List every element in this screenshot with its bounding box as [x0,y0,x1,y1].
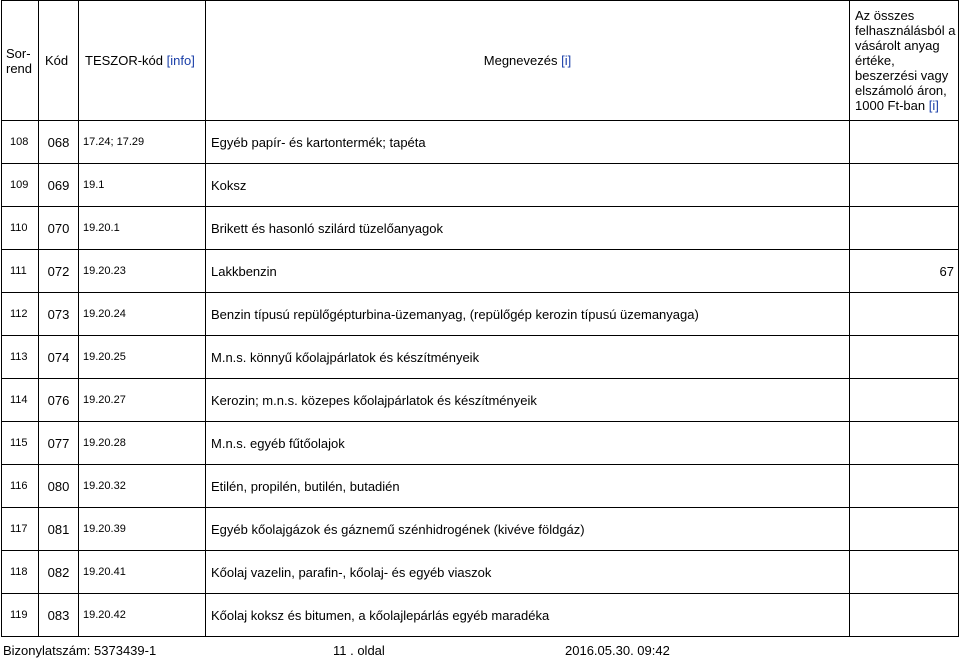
header-megnevezes [206,1,850,121]
row-kod: 081 [39,508,79,551]
row-kod: 069 [39,164,79,207]
row-teszor: 19.20.24 [79,293,206,336]
row-sorrend: 112 [2,293,39,336]
row-megnevezes: Egyéb kőolajgázok és gáznemű szénhidrogének (kivéve földgáz) [206,508,850,551]
row-value [850,293,959,336]
row-megnevezes: Lakkbenzin [206,250,850,293]
value-info-link[interactable]: [i] [928,98,939,113]
data-table [1,0,959,637]
row-megnevezes: Koksz [206,164,850,207]
row-sorrend: 111 [2,250,39,293]
row-kod: 068 [39,121,79,164]
row-kod: 074 [39,336,79,379]
table-row [2,465,959,508]
row-teszor: 19.20.25 [79,336,206,379]
table-body [2,121,959,637]
row-megnevezes: M.n.s. könnyű kőolajpárlatok és készítményeik [206,336,850,379]
row-megnevezes: Brikett és hasonló szilárd tüzelőanyagok [206,207,850,250]
table-row [2,594,959,637]
row-megnevezes: Benzin típusú repülőgépturbina-üzemanyag, (repülőgép kerozin típusú üzemanyaga) [206,293,850,336]
row-teszor: 19.20.42 [79,594,206,637]
print-datetime: 2016.05.30. 09:42 [565,643,670,658]
row-megnevezes: M.n.s. egyéb fűtőolajok [206,422,850,465]
header-teszor-label: TESZOR-kód [85,53,167,68]
table-row [2,422,959,465]
row-value [850,508,959,551]
row-teszor: 19.20.1 [79,207,206,250]
table-row [2,121,959,164]
megnevezes-info-link[interactable]: [i] [561,53,572,68]
row-sorrend: 109 [2,164,39,207]
row-megnevezes: Etilén, propilén, butilén, butadién [206,465,850,508]
row-value [850,207,959,250]
page-number: 11 . oldal [333,643,385,658]
row-teszor: 19.20.27 [79,379,206,422]
row-value [850,164,959,207]
document-number: Bizonylatszám: 5373439-1 [3,643,157,658]
header-teszor [79,1,206,121]
row-sorrend: 115 [2,422,39,465]
row-sorrend: 113 [2,336,39,379]
table-row [2,379,959,422]
row-sorrend: 117 [2,508,39,551]
row-sorrend: 118 [2,551,39,594]
row-kod: 070 [39,207,79,250]
row-teszor: 19.20.39 [79,508,206,551]
row-sorrend: 108 [2,121,39,164]
row-kod: 073 [39,293,79,336]
row-teszor: 17.24; 17.29 [79,121,206,164]
page-footer [0,640,960,658]
table-header [2,1,959,121]
row-kod: 083 [39,594,79,637]
header-sorrend: Sor- rend [2,1,39,121]
table-row [2,250,959,293]
header-value-label: Az összes felhasználásból a vásárolt anyag értéke, beszerzési vagy elszámoló áron, 1000 Ft-ban [855,8,956,113]
row-kod: 080 [39,465,79,508]
row-kod: 072 [39,250,79,293]
table-row [2,336,959,379]
table-row [2,551,959,594]
row-value [850,422,959,465]
row-sorrend: 116 [2,465,39,508]
table-row [2,164,959,207]
row-megnevezes: Kőolaj vazelin, parafin-, kőolaj- és egyéb viaszok [206,551,850,594]
row-kod: 077 [39,422,79,465]
header-value [850,1,959,121]
row-teszor: 19.20.23 [79,250,206,293]
row-value: 67 [850,250,959,293]
row-value [850,121,959,164]
row-value [850,465,959,508]
row-value [850,336,959,379]
row-sorrend: 119 [2,594,39,637]
header-kod: Kód [39,1,79,121]
row-teszor: 19.20.28 [79,422,206,465]
table-row [2,293,959,336]
row-value [850,379,959,422]
table-row [2,207,959,250]
row-teszor: 19.20.32 [79,465,206,508]
row-value [850,551,959,594]
row-megnevezes: Egyéb papír- és kartontermék; tapéta [206,121,850,164]
row-sorrend: 110 [2,207,39,250]
row-sorrend: 114 [2,379,39,422]
header-megnevezes-label: Megnevezés [483,53,562,68]
row-kod: 082 [39,551,79,594]
table-row [2,508,959,551]
row-megnevezes: Kerozin; m.n.s. közepes kőolajpárlatok és készítményeik [206,379,850,422]
row-kod: 076 [39,379,79,422]
teszor-info-link[interactable]: [info] [166,53,195,68]
row-value [850,594,959,637]
row-megnevezes: Kőolaj koksz és bitumen, a kőolajlepárlás egyéb maradéka [206,594,850,637]
row-teszor: 19.20.41 [79,551,206,594]
row-teszor: 19.1 [79,164,206,207]
